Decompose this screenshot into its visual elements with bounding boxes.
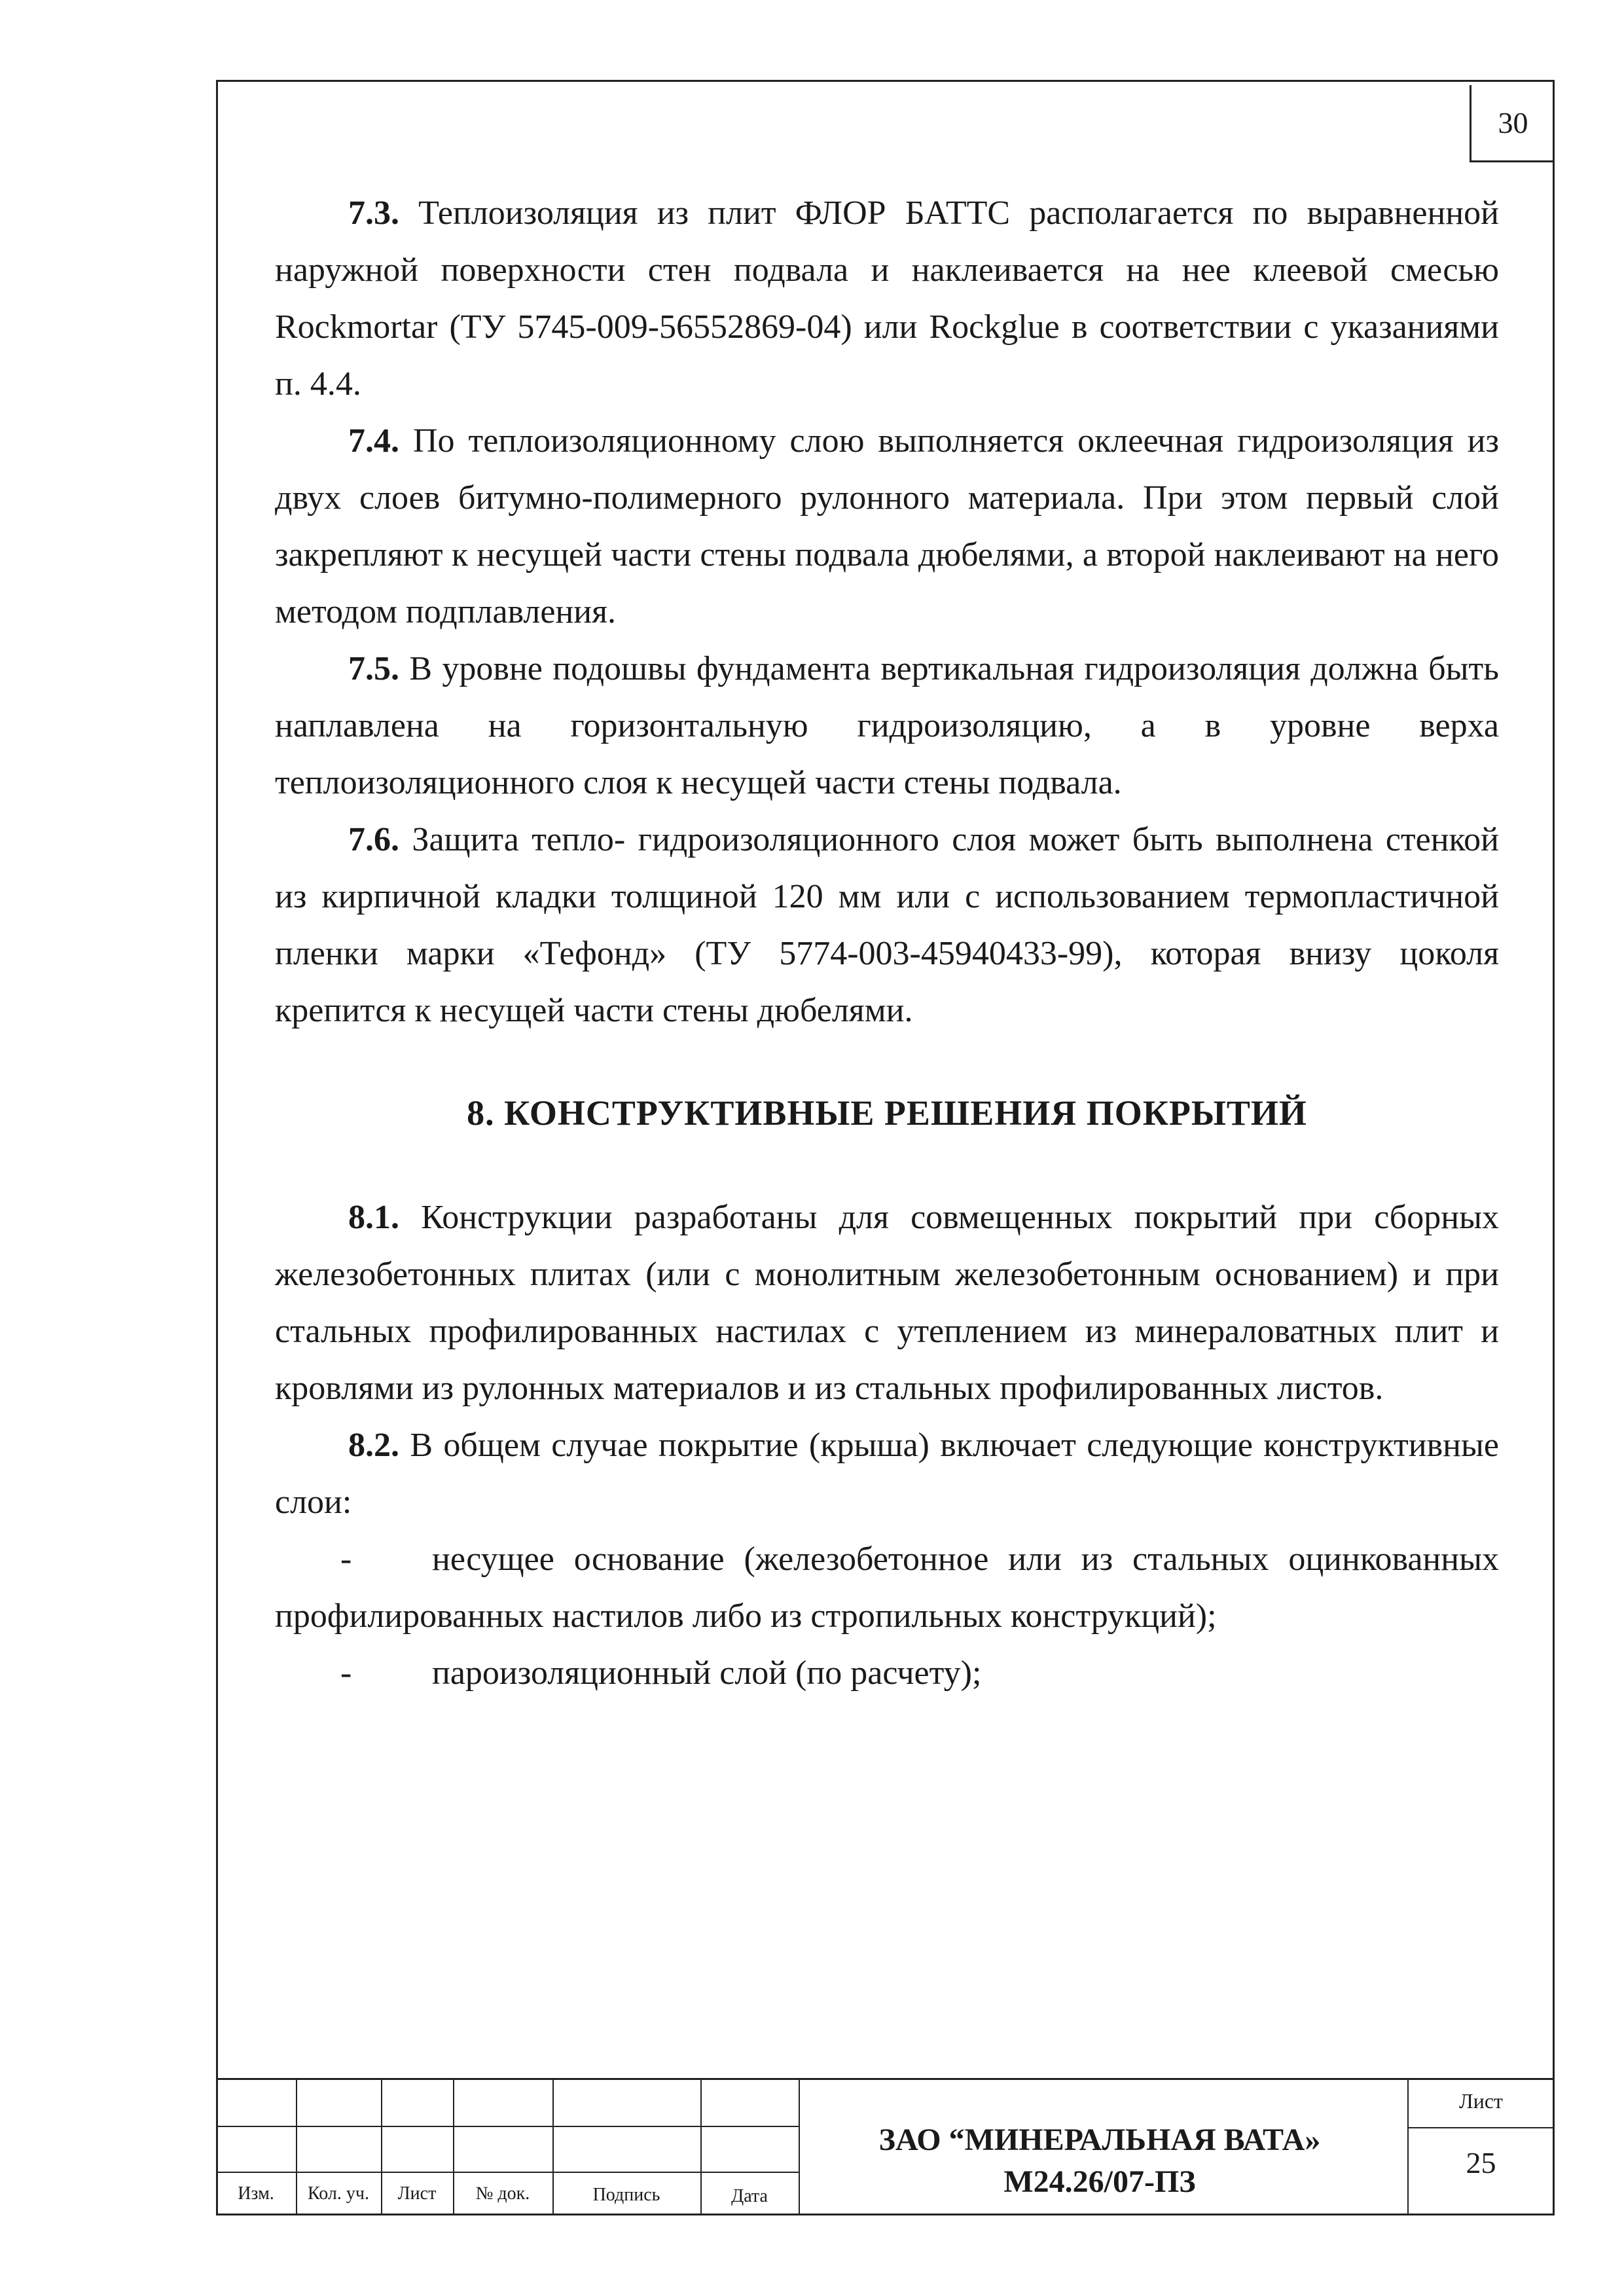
paragraph-8-1-number: 8.1. (348, 1199, 399, 1236)
stamp-label-doc-no: № док. (475, 2183, 530, 2204)
organization-block (799, 2119, 1401, 2203)
stamp-row-line (216, 2126, 799, 2127)
paragraph-7-6-number: 7.6. (348, 821, 399, 858)
paragraph-7-6-text: Защита тепло- гидроизоляционного слоя может быть выполнена стенкой из кирпичной кладки толщиной 120 мм или с использованием термопластичной пленки марки «Тефонд» (ТУ 5774-003-45940433-99), которая внизу цоколя крепится к несущей части стены дюбелями. (275, 821, 1499, 1029)
paragraph-7-4-number: 7.4. (348, 422, 399, 460)
stamp-row-line (1407, 2127, 1555, 2128)
paragraph-8-2-text: В общем случае покрытие (крыша) включает следующие конструктивные слои: (275, 1427, 1499, 1521)
list-dash: - (340, 1654, 352, 1692)
sheet-label: Лист (1458, 2089, 1503, 2113)
section-8-heading: 8. КОНСТРУКТИВНЫЕ РЕШЕНИЯ ПОКРЫТИЙ (467, 1093, 1307, 1133)
list-item (275, 1531, 1499, 1645)
document-body (275, 185, 1499, 1702)
paragraph-7-3-text: Теплоизоляция из плит ФЛОР БАТТС располагается по выравненной наружной поверхности стен подвала и наклеивается на нее клеевой смесью Rockmortar (ТУ 5745-009-56552869-04) или Rockglue в соответствии с указаниями п. 4.4. (275, 194, 1499, 403)
list-item (275, 1645, 1499, 1702)
paragraph-8-1-text: Конструкции разработаны для совмещенных покрытий при сборных железобетонных плитах (или с монолитным железобетонным основанием) и при стальных профилированных настилах с утеплением из минераловатных плит и кровлями из рулонных материалов и из стальных профилированных листов. (275, 1199, 1499, 1407)
stamp-row-line (216, 2172, 799, 2173)
organization-name: ЗАО “МИНЕРАЛЬНАЯ ВАТА» (878, 2123, 1321, 2157)
paragraph-7-6 (275, 811, 1499, 1039)
sheet-number: 25 (1466, 2146, 1496, 2179)
paragraph-7-5-number: 7.5. (348, 650, 399, 687)
paragraph-8-2 (275, 1417, 1499, 1531)
paragraph-7-4 (275, 412, 1499, 640)
paragraph-7-3-number: 7.3. (348, 194, 399, 232)
list-item-text: несущее основание (железобетонное или из стальных оцинкованных профилированных настилов либо из стропильных конструкций); (275, 1540, 1499, 1635)
document-code: М24.26/07-ПЗ (1003, 2164, 1196, 2199)
stamp-label-date: Дата (731, 2186, 768, 2206)
stamp-label-kol-uch: Кол. уч. (308, 2183, 369, 2204)
paragraph-7-4-text: По теплоизоляционному слою выполняется оклеечная гидроизоляция из двух слоев битумно-полимерного рулонного материала. При этом первый слой закрепляют к несущей части стены подвала дюбелями, а второй наклеивают на него методом подплавления. (275, 422, 1499, 630)
stamp-label-list: Лист (397, 2183, 437, 2204)
top-page-number-text: 30 (1498, 106, 1528, 139)
paragraph-8-1 (275, 1189, 1499, 1417)
paragraph-7-3 (275, 185, 1499, 412)
paragraph-7-5 (275, 640, 1499, 811)
stamp-label-izm: Изм. (238, 2183, 274, 2204)
list-item-text: пароизоляционный слой (по расчету); (432, 1654, 982, 1692)
list-dash: - (340, 1540, 352, 1578)
top-page-number (1470, 85, 1555, 162)
stamp-label-signature: Подпись (592, 2185, 660, 2205)
paragraph-7-5-text: В уровне подошвы фундамента вертикальная гидроизоляция должна быть наплавлена на горизонтальную гидроизоляцию, а в уровне верха теплоизоляционного слоя к несущей части стены подвала. (275, 650, 1499, 801)
title-block (216, 2078, 1555, 2215)
paragraph-8-2-number: 8.2. (348, 1427, 399, 1464)
